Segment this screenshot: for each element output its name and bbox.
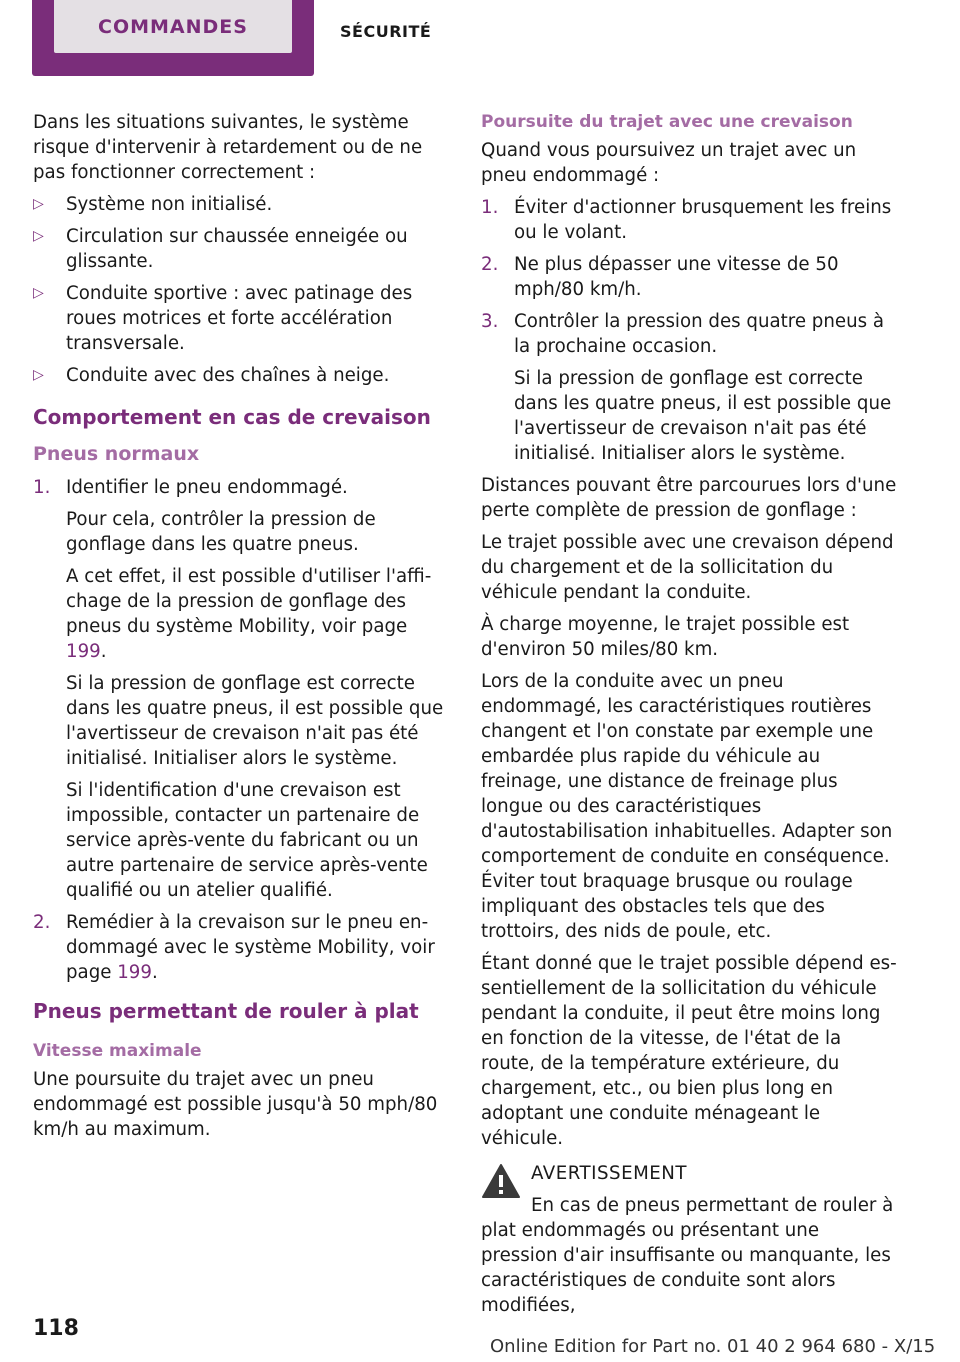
warning-box (481, 1161, 899, 1318)
etant-paragraph: Étant donné que le trajet possible dépend essentiellement de la sollicitation du véhicule pendant la conduite, il peut être moins long en fonction de la vitesse, de l'état de la route, de la température extérieure, du chargement, etc., ou bien plus long en adoptant une conduite ménageant le véhicule. (481, 953, 897, 1149)
left-column (33, 110, 448, 1149)
warning-text-body: En cas de pneus permettant de rouler à plat endommagés ou présentant une pression d'air insuffisante ou manquante, les caractéristiques de conduite sont alors modifiées, (481, 1195, 894, 1316)
distances-paragraph: Distances pouvant être parcourues lors d'une perte complète de pression de gonflage : (481, 475, 897, 521)
step-paragraph: Contrôler la pression des quatre pneus à la prochaine occasion. (514, 311, 885, 357)
step-paragraph: Si l'identification d'une crevaison est impossible, contacter un partenaire de service après-vente du fabricant ou un autre partenaire de service après-vente qualifié ou un atelier qualifié. (66, 780, 428, 901)
section-title: SÉCURITÉ (340, 22, 432, 41)
warning-text (481, 1193, 899, 1318)
warning-triangle-icon (481, 1163, 521, 1199)
step-paragraph: Ne plus dépasser une vitesse de 50 mph/80 km/h. (514, 254, 839, 300)
footer-edition: Online Edition for Part no. 01 40 2 964 680 - X/15 (490, 1336, 936, 1357)
trajet-paragraph: Le trajet possible avec une crevaison dépend du chargement et de la sollicitation du véhicule pendant la conduite. (481, 532, 894, 603)
step-paragraph: Pour cela, contrôler la pression de gonflage dans les quatre pneus. (66, 509, 376, 555)
step-number: 3. (481, 311, 499, 332)
heading-poursuite-trajet: Poursuite du trajet avec une crevaison (481, 112, 853, 132)
step-paragraph: Remédier à la crevaison sur le pneu endommagé avec le système Mobility, voir page 199. (66, 912, 435, 983)
list-item-text: Circulation sur chaussée enneigée ou glissante. (66, 226, 408, 272)
list-item-text: Conduite avec des chaînes à neige. (66, 365, 390, 386)
step-item (481, 195, 899, 245)
list-item (33, 224, 448, 274)
pneus-normaux-steps (33, 475, 448, 985)
step-number: 1. (481, 197, 499, 218)
step-number: 2. (481, 254, 499, 275)
step-paragraph: Si la pression de gonflage est correcte dans les quatre pneus, il est possible que l'avertisseur de crevaison n'ait pas été initialisé. Initialiser alors le système. (514, 368, 892, 464)
vitesse-paragraph: Une poursuite du trajet avec un pneu endommagé est possible jusqu'à 50 mph/80 km/h au maximum. (33, 1069, 438, 1140)
heading-comportement-crevaison: Comportement en cas de crevaison (33, 405, 431, 429)
tab-commandes-inner (54, 0, 292, 53)
situations-list (33, 192, 448, 388)
tab-commandes-label: COMMANDES (98, 15, 248, 38)
header-tab-bar (0, 0, 960, 76)
bullet-triangle-icon: ▷ (33, 196, 44, 212)
step-title: Identifier le pneu endommagé. (66, 477, 348, 498)
list-item (33, 192, 448, 217)
step-paragraph: Éviter d'actionner brusquement les freins ou le volant. (514, 197, 892, 243)
conduite-paragraph: Lors de la conduite avec un pneu endommagé, les caractéristiques routières changent et l'on constate par exemple une embardée plus rapide du véhicule au freinage, une distance de freinage plus longue ou des caractéristiques d'autostabilisation inhabituelles. Adapter son comportement de conduite en conséquence. Éviter tout braquage brusque ou roulage impliquant des obstacles tels que des trottoirs, des nids de poule, etc. (481, 671, 893, 942)
poursuite-steps (481, 195, 899, 466)
page-number: 118 (33, 1316, 79, 1341)
list-item (33, 363, 448, 388)
list-item-text: Système non initialisé. (66, 194, 273, 215)
list-item-text: Conduite sportive : avec patinage des roues motrices et forte accélération transversale. (66, 283, 413, 354)
step-paragraph: Si la pression de gonflage est correcte dans les quatre pneus, il est possible que l'avertisseur de crevaison n'ait pas été initialisé. Initialiser alors le système. (66, 673, 444, 769)
step-number: 2. (33, 912, 51, 933)
step-text: A cet effet, il est possible d'utiliser l'affichage de la pression de gonflage des pneus du système Mobility, voir page (66, 566, 432, 637)
poursuite-intro: Quand vous poursuivez un trajet avec un pneu endommagé : (481, 140, 857, 186)
bullet-triangle-icon: ▷ (33, 228, 44, 244)
list-item (33, 281, 448, 356)
step-item (481, 309, 899, 466)
step-item (481, 252, 899, 302)
bullet-triangle-icon: ▷ (33, 285, 44, 301)
step-text: Remédier à la crevaison sur le pneu endommagé avec le système Mobility, voir page (66, 912, 435, 983)
step-item (33, 910, 448, 985)
step-item (33, 475, 448, 903)
step-number: 1. (33, 477, 51, 498)
page-link[interactable]: 199 (117, 962, 152, 983)
heading-pneus-normaux: Pneus normaux (33, 443, 200, 465)
bullet-triangle-icon: ▷ (33, 367, 44, 383)
page-link[interactable]: 199 (66, 641, 101, 662)
step-paragraph: A cet effet, il est possible d'utiliser l'affichage de la pression de gonflage des pneus du système Mobility, voir page 199. (66, 566, 432, 662)
tab-commandes[interactable] (32, 0, 314, 76)
intro-paragraph: Dans les situations suivantes, le système risque d'intervenir à retardement ou de ne pas fonctionner correctement : (33, 112, 423, 183)
charge-paragraph: À charge moyenne, le trajet possible est d'environ 50 miles/80 km. (481, 614, 850, 660)
right-column (481, 110, 899, 1325)
heading-pneus-rouler-plat: Pneus permettant de rouler à plat (33, 999, 419, 1023)
warning-title: AVERTISSEMENT (531, 1163, 687, 1184)
heading-vitesse-maximale: Vitesse maximale (33, 1041, 202, 1061)
